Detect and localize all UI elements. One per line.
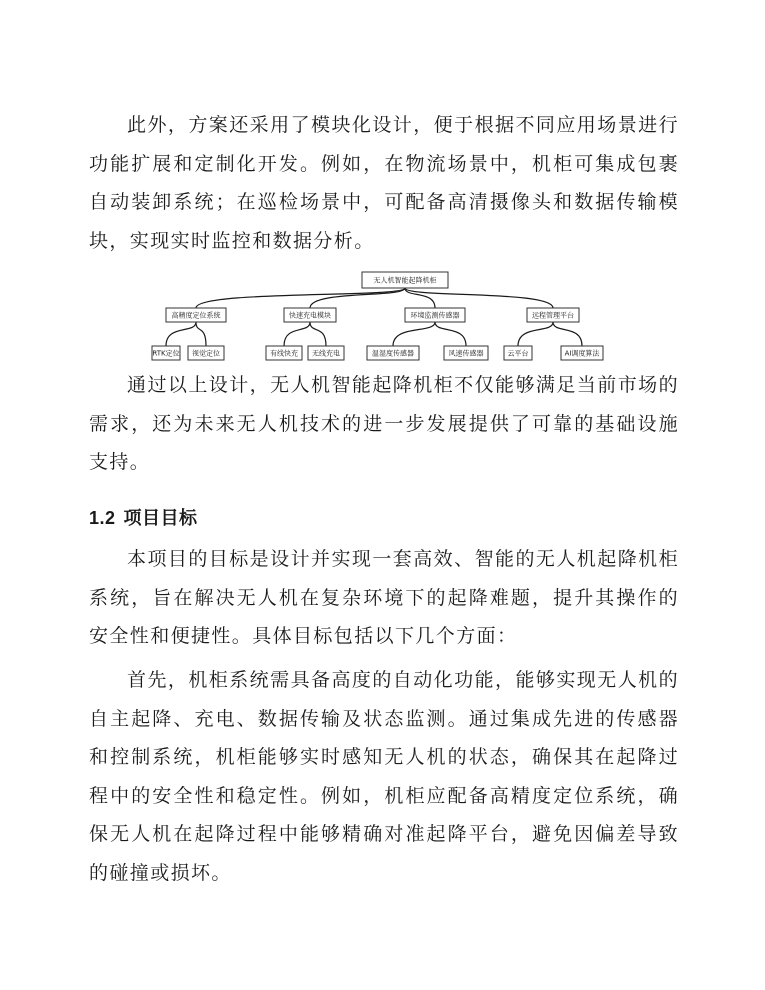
system-structure-diagram [150, 268, 620, 366]
diagram-leaf-node-label: AI调度算法 [564, 349, 600, 358]
diagram-leaf-node [266, 346, 302, 360]
diagram-edge-module-to-leaf [310, 322, 326, 346]
diagram-edge-module-to-leaf [284, 322, 310, 346]
diagram-leaf-node-label: 有线快充 [270, 349, 298, 358]
diagram-edge-module-to-leaf [435, 322, 466, 346]
diagram-leaf-node-label: 无线充电 [312, 349, 340, 358]
diagram-leaf-node-label: 视觉定位 [192, 349, 220, 358]
paragraph-automation-goal: 首先，机柜系统需具备高度的自动化功能，能够实现无人机的自主起降、充电、数据传输及状态监测。通过集成先进的传感器和控制系统，机柜能够实时感知无人机的状态，确保其在起降过程中的安全性和稳定性。例如，机柜应配备高精度定位系统，确保无人机在起降过程中能够精确对准起降平台，避免因偏差导致的碰撞或损坏。 [89, 669, 679, 884]
diagram-leaf-node [444, 346, 488, 360]
diagram-leaf-node [188, 346, 224, 360]
diagram-edge-root-to-module [196, 288, 405, 308]
paragraph-conclusion: 通过以上设计，无人机智能起降机柜不仅能够满足当前市场的需求，还为未来无人机技术的进一步发展提供了可靠的基础设施支持。 [89, 374, 679, 474]
diagram-edge-module-to-leaf [166, 322, 196, 346]
diagram-edge-module-to-leaf [518, 322, 553, 346]
diagram-module-node [405, 308, 465, 322]
diagram-edge-module-to-leaf [196, 322, 206, 346]
diagram-root-node-label: 无人机智能起降机柜 [373, 276, 437, 285]
diagram-module-node-label: 高精度定位系统 [171, 311, 221, 320]
diagram-leaf-node [561, 346, 603, 360]
diagram-module-node-label: 快速充电模块 [289, 311, 331, 320]
paragraph-project-goal: 本项目的目标是设计并实现一套高效、智能的无人机起降机柜系统，旨在解决无人机在复杂环境下的起降难题，提升其操作的安全性和便捷性。具体目标包括以下几个方面： [89, 548, 679, 648]
diagram-leaf-node [367, 346, 419, 360]
diagram-leaf-node [308, 346, 344, 360]
diagram-module-node [166, 308, 226, 322]
diagram-module-node [527, 308, 579, 322]
diagram-module-node [284, 308, 336, 322]
diagram-leaf-node-label: RTK定位 [152, 349, 180, 358]
diagram-root-node [362, 272, 448, 288]
section-heading [89, 504, 198, 530]
diagram-leaf-node [504, 346, 532, 360]
diagram-edge-module-to-leaf [393, 322, 435, 346]
diagram-leaf-node-label: 温湿度传感器 [372, 349, 414, 358]
diagram-leaf-node-label: 风速传感器 [448, 349, 484, 358]
diagram-edge-root-to-module [310, 288, 405, 308]
diagram-edge-root-to-module [405, 288, 553, 308]
paragraph-modular-design: 此外，方案还采用了模块化设计，便于根据不同应用场景进行功能扩展和定制化开发。例如，在物流场景中，机柜可集成包裹自动装卸系统；在巡检场景中，可配备高清摄像头和数据传输模块，实现实时监控和数据分析。 [89, 114, 679, 252]
section-number: 1.2 [89, 508, 116, 528]
section-title: 项目目标 [123, 508, 198, 529]
diagram-module-node-label: 环境监测传感器 [410, 311, 460, 320]
diagram-leaf-node-label: 云平台 [507, 349, 529, 358]
diagram-leaf-node [152, 346, 180, 360]
diagram-module-node-label: 远程管理平台 [532, 311, 574, 320]
diagram-edge-module-to-leaf [553, 322, 582, 346]
